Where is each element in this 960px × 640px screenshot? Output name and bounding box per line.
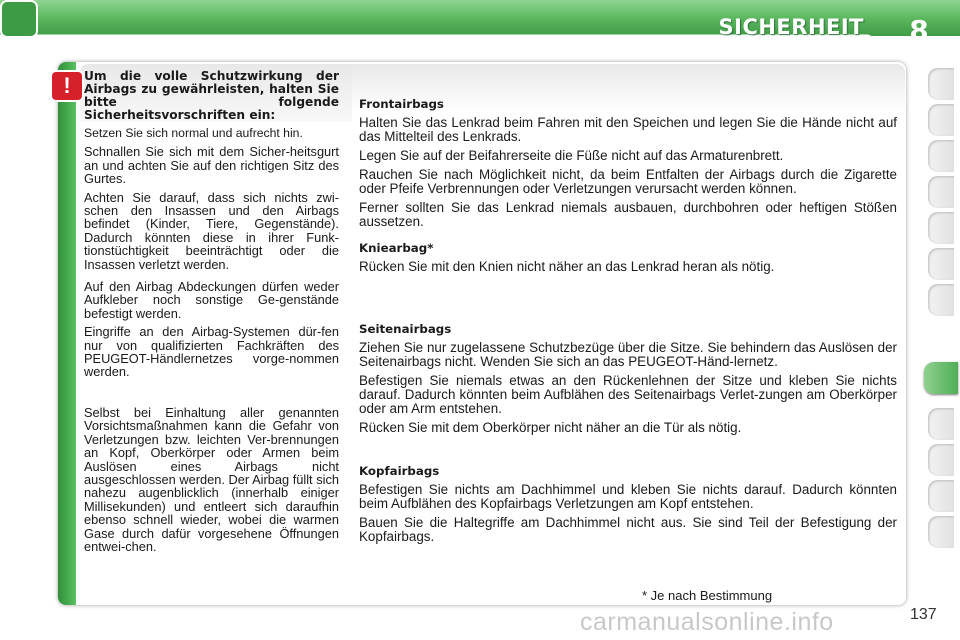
chapter-tabs [928, 68, 960, 573]
page-number: 137 [910, 606, 937, 623]
warning-side-bar [58, 62, 76, 605]
left-paragraph-3: Achten Sie darauf, dass sich nichts zwi-schen den Insassen und den Airbags befindet (Kinder, Tiere, Gegenstände). Dadurch könnten diese in ihrer Funk-tionstüchtigkeit beeinträchtigt oder die Insassen verletzt werden. [84, 189, 339, 272]
frontairbags-paragraph-2: Legen Sie auf der Beifahrerseite die Füße nicht auf das Armaturenbrett. [359, 148, 784, 163]
chapter-tab-8[interactable] [924, 362, 958, 394]
chapter-tab-6[interactable] [928, 248, 954, 280]
chapter-tab-3[interactable] [928, 140, 954, 172]
chapter-tab-9[interactable] [928, 408, 954, 440]
frontairbags-section [359, 97, 897, 234]
chapter-tab-5[interactable] [928, 212, 954, 244]
chapter-tab-12[interactable] [928, 516, 954, 548]
left-column [84, 70, 339, 276]
left-column-bottom [84, 406, 339, 558]
seitenairbags-paragraph-2: Befestigen Sie niemals etwas an den Rückenlehnen der Sitze und kleben Sie nichts darauf. Dadurch könnten beim Aufblähen des Seitenairbags Verlet-zungen am Oberkörper oder am Arm entstehen. [359, 373, 897, 416]
watermark: carmanualsonline.info [580, 608, 834, 636]
exclamation-icon: ! [63, 73, 71, 98]
frontairbags-paragraph-3: Rauchen Sie nach Möglichkeit nicht, da beim Entfalten der Airbags durch die Zigarette oder Pfeife Verbrennungen oder Verletzungen verursacht werden können. [359, 167, 897, 196]
chapter-tab-10[interactable] [928, 444, 954, 476]
kniearbag-title: Kniearbag* [359, 241, 434, 255]
kniearbag-section [359, 241, 897, 279]
seitenairbags-paragraph-3: Rücken Sie mit dem Oberkörper nicht näher an die Tür als nötig. [359, 420, 742, 435]
kopfairbags-paragraph-2: Bauen Sie die Haltegriffe am Dachhimmel nicht aus. Sie sind Teil der Befestigung der Kopfairbags. [359, 515, 897, 544]
chapter-number: 8 [909, 14, 929, 47]
kniearbag-paragraph-1: Rücken Sie mit den Knien nicht näher an das Lenkrad heran als nötig. [359, 259, 775, 274]
left-paragraph-5: Eingriffe an den Airbag-Systemen dür-fen nur von qualifizierten Fachkräften des PEUGEOT-Händlernetzes vorge-nommen werden. [84, 324, 339, 380]
kopfairbags-section [359, 464, 897, 549]
footnote: * Je nach Bestimmung [642, 588, 773, 603]
left-column-middle [84, 280, 339, 384]
chapter-tab-7[interactable] [928, 284, 954, 316]
left-paragraph-4: Auf den Airbag Abdeckungen dürfen weder Aufkleber noch sonstige Ge-genstände befestigt werden. [84, 279, 339, 321]
chapter-badge [0, 0, 38, 38]
left-paragraph-1: Setzen Sie sich normal und aufrecht hin. [84, 126, 303, 140]
seitenairbags-paragraph-1: Ziehen Sie nur zugelassene Schutzbezüge über die Sitze. Sie behindern das Auslösen der Seitenairbags nicht. Wenden Sie sich an das PEUGEOT-Händ-lernetz. [359, 340, 897, 369]
page-header [0, 0, 960, 52]
safety-heading: Um die volle Schutzwirkung der Airbags zu gewährleisten, halten Sie bitte folgende Sicherheitsvorschriften ein: [84, 69, 339, 122]
seitenairbags-section [359, 322, 897, 440]
frontairbags-paragraph-1: Halten Sie das Lenkrad beim Fahren mit den Speichen und legen Sie die Hände nicht auf das Mittelteil des Lenkrads. [359, 115, 897, 144]
chapter-tab-1[interactable] [928, 68, 954, 100]
left-paragraph-2: Schnallen Sie sich mit dem Sicher-heitsgurt an und achten Sie auf den richtigen Sitz des Gurtes. [84, 144, 339, 187]
frontairbags-title: Frontairbags [359, 97, 444, 111]
seitenairbags-title: Seitenairbags [359, 322, 452, 336]
page-title: SICHERHEIT [718, 15, 864, 39]
chapter-tab-2[interactable] [928, 104, 954, 136]
chapter-tab-4[interactable] [928, 176, 954, 208]
left-paragraph-6: Selbst bei Einhaltung aller genannten Vorsichtsmaßnahmen kann die Gefahr von Verletzungen bzw. leichten Ver-brennungen an Kopf, Oberkörper oder Armen beim Auslösen eines Airbags nicht ausgeschlossen werden. Der Airbag füllt sich nahezu augenblicklich (innerhalb einiger Millisekunden) und entleert sich daraufhin ebenso schnell wieder, wobei die warmen Gase durch dafür vorgesehene Öffnungen entwei-chen. [84, 405, 339, 555]
frontairbags-paragraph-4: Ferner sollten Sie das Lenkrad niemals ausbauen, durchbohren oder heftigen Stößen aussetzen. [359, 200, 897, 229]
kopfairbags-paragraph-1: Befestigen Sie nichts am Dachhimmel und kleben Sie nichts darauf. Dadurch könnten beim Aufblähen des Kopfairbags Verletzungen am Kopf entstehen. [359, 482, 897, 511]
kopfairbags-title: Kopfairbags [359, 464, 440, 478]
chapter-tab-11[interactable] [928, 480, 954, 512]
